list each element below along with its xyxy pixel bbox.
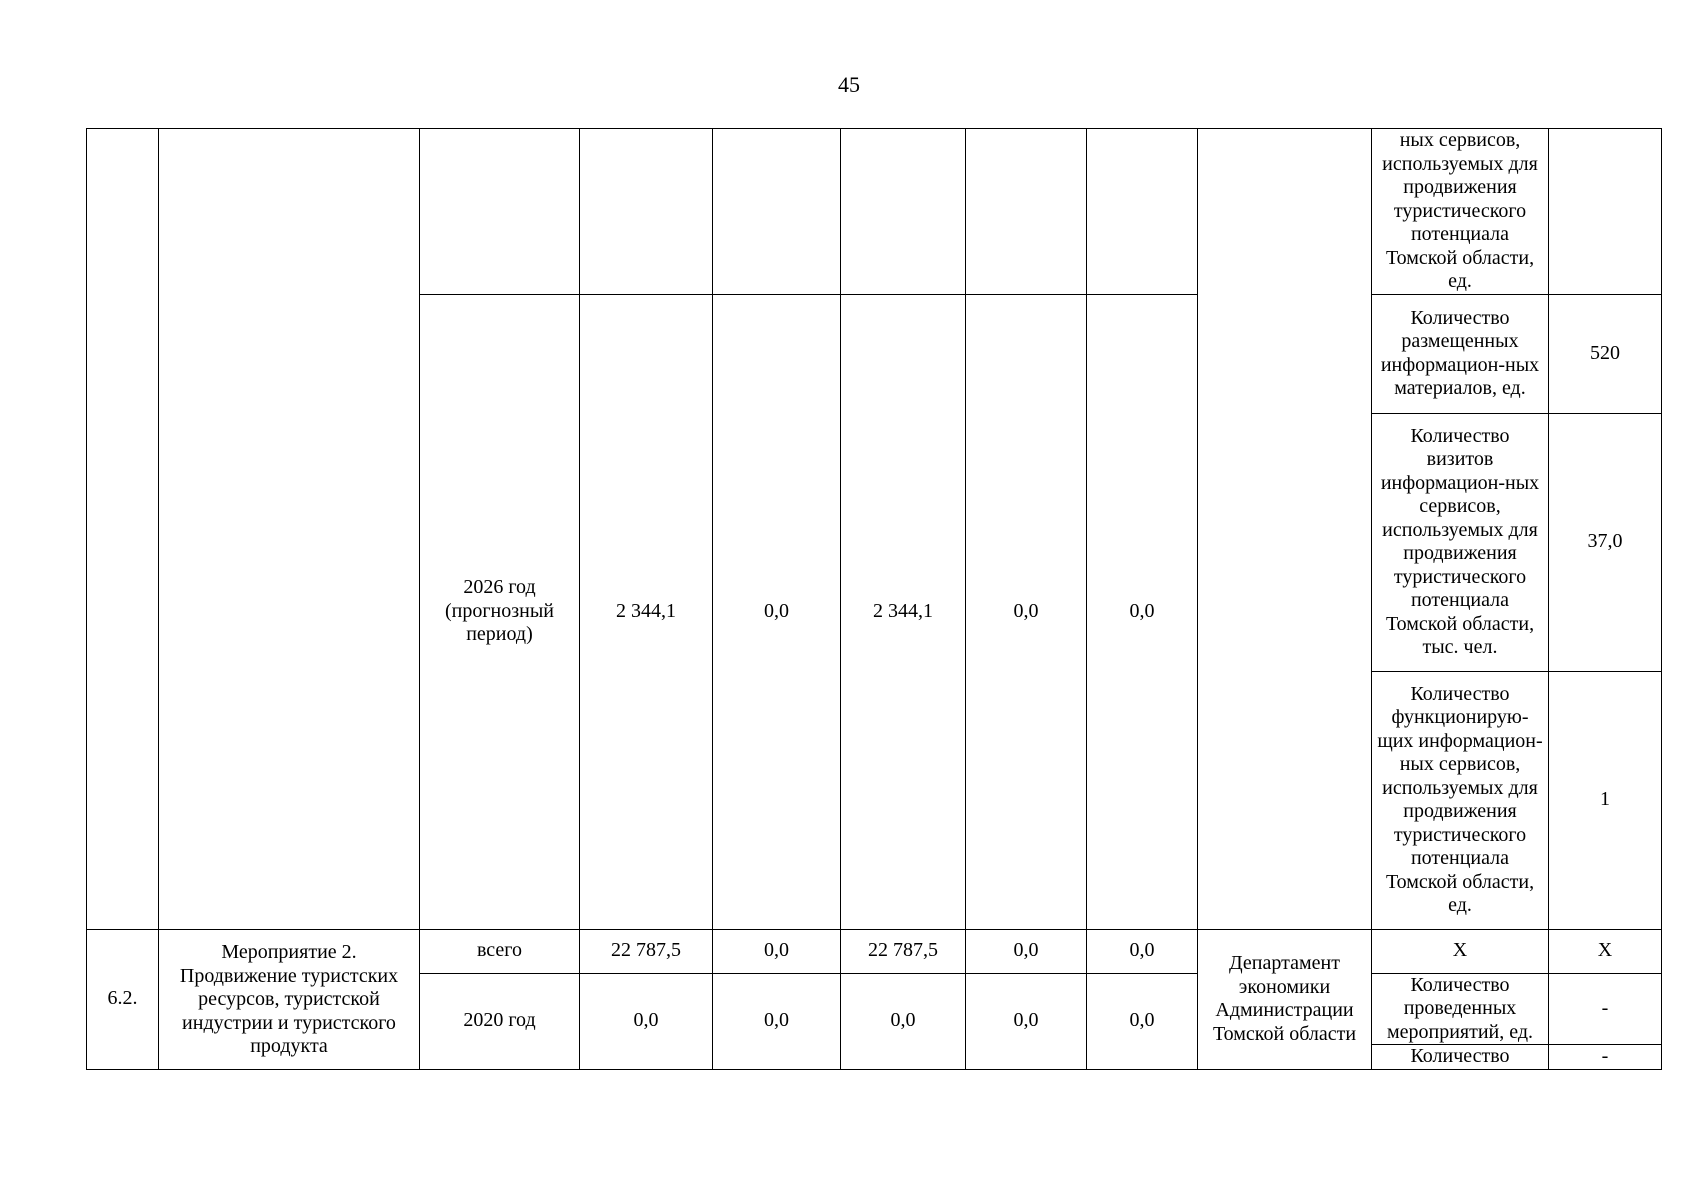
indicator-name: Количество визитов информацион-ных сервисов, используемых для продвижения туристического потенциала Томской области, тыс. чел. [1372, 413, 1549, 671]
value-cell [841, 129, 966, 295]
indicator-name: Количество проведенных мероприятий, ед. [1372, 973, 1549, 1045]
value-cell: 0,0 [841, 973, 966, 1069]
value-cell: 0,0 [580, 973, 713, 1069]
indicator-name: X [1372, 929, 1549, 973]
indicator-value: - [1549, 1045, 1662, 1070]
page-number: 45 [838, 72, 860, 97]
indicator-value: - [1549, 973, 1662, 1045]
value-cell: 0,0 [713, 294, 841, 929]
value-cell: 0,0 [966, 929, 1087, 973]
value-cell: 0,0 [966, 973, 1087, 1069]
table-row [87, 129, 1662, 295]
indicator-name: Количество [1372, 1045, 1549, 1070]
value-cell: 2 344,1 [841, 294, 966, 929]
value-cell [966, 129, 1087, 295]
value-cell: 0,0 [966, 294, 1087, 929]
indicator-value: 1 [1549, 671, 1662, 929]
indicator-value: X [1549, 929, 1662, 973]
period-cell-continued [420, 129, 580, 295]
value-cell: 0,0 [1087, 929, 1198, 973]
value-cell: 22 787,5 [580, 929, 713, 973]
value-cell [580, 129, 713, 295]
value-cell: 0,0 [1087, 973, 1198, 1069]
value-cell: 0,0 [713, 973, 841, 1069]
department-cell: Департамент экономики Администрации Томской области [1198, 929, 1372, 1069]
period-label: 2020 год [420, 973, 580, 1069]
indicator-value: 37,0 [1549, 413, 1662, 671]
indicator-name: Количество функционирую-щих информацион-ных сервисов, используемых для продвижения туристического потенциала Томской области, ед. [1372, 671, 1549, 929]
value-cell [1087, 129, 1198, 295]
indicator-name: Количество размещенных информацион-ных материалов, ед. [1372, 294, 1549, 413]
value-cell: 0,0 [713, 929, 841, 973]
department-cell-continued [1198, 129, 1372, 930]
value-cell: 0,0 [1087, 294, 1198, 929]
measure-name: Мероприятие 2. Продвижение туристских ресурсов, туристской индустрии и туристского продукта [159, 929, 420, 1069]
indicator-name: ных сервисов, используемых для продвижения туристического потенциала Томской области, ед. [1372, 129, 1549, 295]
table-row [87, 929, 1662, 973]
name-cell-continued [159, 129, 420, 930]
period-label: всего [420, 929, 580, 973]
value-cell [713, 129, 841, 295]
program-table [86, 128, 1662, 1070]
indicator-value [1549, 129, 1662, 295]
measure-number: 6.2. [87, 929, 159, 1069]
value-cell: 2 344,1 [580, 294, 713, 929]
indicator-value: 520 [1549, 294, 1662, 413]
value-cell: 22 787,5 [841, 929, 966, 973]
number-cell-continued [87, 129, 159, 930]
period-label: 2026 год (прогнозный период) [420, 294, 580, 929]
